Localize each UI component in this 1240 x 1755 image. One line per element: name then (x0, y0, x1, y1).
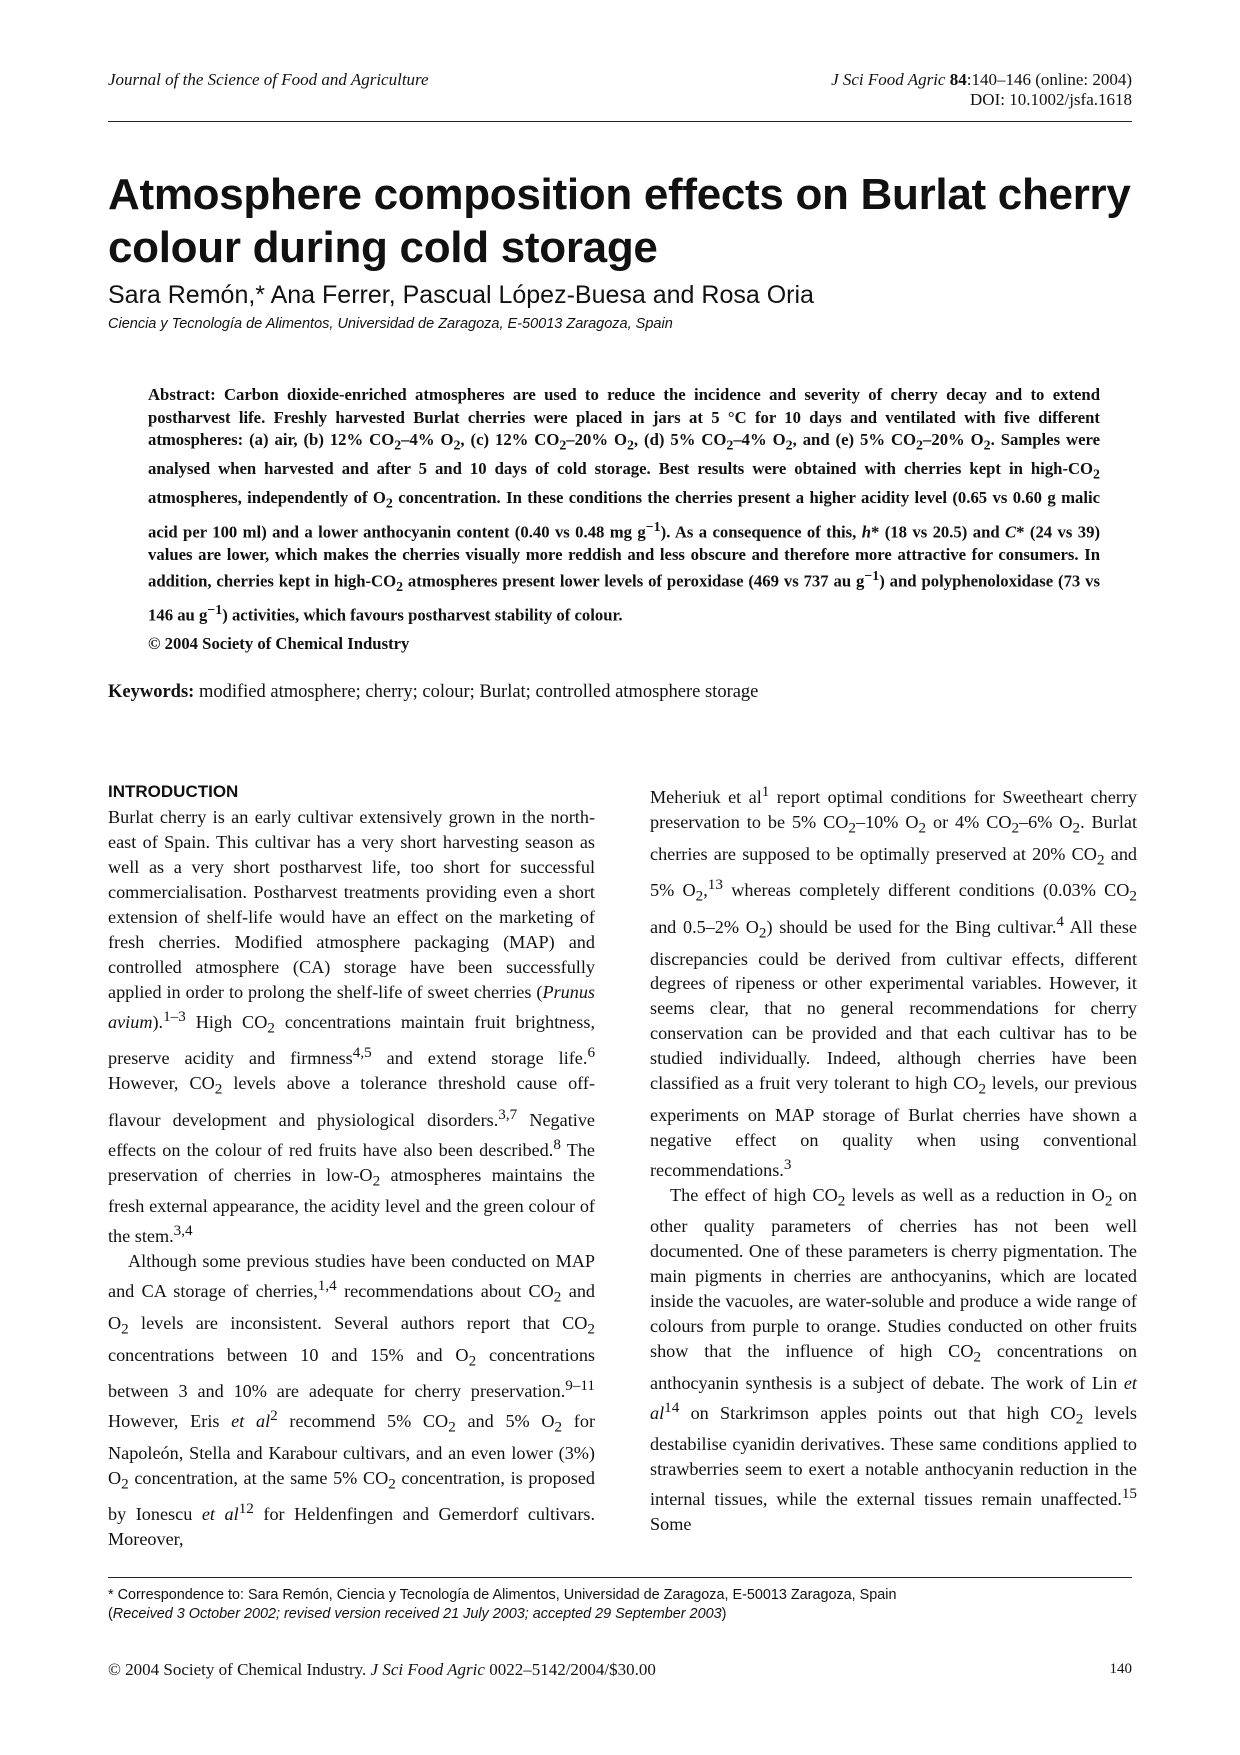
article-title: Atmosphere composition effects on Burlat cherry colour during cold storage (108, 170, 1131, 272)
right-column (650, 780, 1137, 1537)
header-rule (108, 121, 1132, 122)
intro-paragraph-4: The effect of high $CO_2$ levels as well as a reduction in $O_2$ on other quality parameters of cherries has not been well documented. One of these parameters is cherry pigmentation. The main pigments in cherries are anthocyanins, which are located inside the vacuoles, are water-soluble and produce a wide range of colours from purple to orange. Studies conducted on other fruits show that the influence of high $CO_2$ concentrations on anthocyanin synthesis is a subject of debate. The work of Lin et $al^{14}$ on Starkrimson apples points out that high $CO_2$ levels destabilise cyanidin derivatives. These same conditions applied to strawberries seem to exert a notable anthocyanin reduction in the internal tissues, while the external tissues remain unaffected.$^{15}$ Some (650, 1184, 1137, 1535)
footer-copyright-text: © 2004 Society of Chemical Industry. (108, 1660, 367, 1679)
citation-pages: :140–146 (online: 2004) (966, 70, 1132, 89)
footer-journal: J Sci Food Agric (370, 1660, 485, 1679)
footer-issn: 0022–5142/2004/$30.00 (489, 1660, 656, 1679)
received-dates: (Received 3 October 2002; revised version received 21 July 2003; accepted 29 September 2003) (108, 1606, 727, 1622)
received-dates-text: Received 3 October 2002; revised version received 21 July 2003; accepted 29 September 2003 (112, 1606, 722, 1622)
correspondence-note: * Correspondence to: Sara Remón, Ciencia y Tecnología de Alimentos, Universidad de Zaragoza, E-50013 Zaragoza, Spain (108, 1587, 897, 1603)
intro-paragraph-1: Burlat cherry is an early cultivar extensively grown in the north-east of Spain. This cultivar has a very short harvesting season as well as a very short postharvest life, too short for successful commercialisation. Postharvest treatments providing even a short extension of shelf-life would have an effect on the marketing of fresh cherries. Modified atmosphere packaging (MAP) and controlled atmosphere (CA) storage have been successfully applied in order to prolong the shelf-life of sweet cherries (Prunus avium).$^{1-3}$ High $CO_2$ concentrations maintain fruit brightness, preserve acidity and firmness$^{4,5}$ and extend storage life.$^6$ However, $CO_2$ levels above a tolerance threshold cause off-flavour development and physiological disorders.$^{3,7}$ Negative effects on the colour of red fruits have also been described.$^8$ The preservation of cherries in low-$O_2$ atmospheres maintains the fresh external appearance, the acidity level and the green colour of the stem.$^{3,4}$ (108, 806, 596, 1247)
footnote (108, 1586, 1132, 1624)
section-heading: INTRODUCTION (108, 782, 239, 801)
affiliation: Ciencia y Tecnología de Alimentos, Universidad de Zaragoza, E-50013 Zaragoza, Spain (108, 316, 673, 332)
doi: DOI: 10.1002/jsfa.1618 (970, 90, 1132, 109)
abstract: Abstract: Carbon dioxide-enriched atmospheres are used to reduce the incidence and severity of cherry decay and to extend postharvest life. Freshly harvested Burlat cherries were placed in jars at 5 °C for 10 days and ventilated with five different atmospheres: (a) air, (b) 12% $CO_2-4\%$ $O_2$, (c) 12% $CO_2-20\%$ $O_2$, (d) 5% $CO_2-4\%$ $O_2$, and (e) 5% $CO_2-20\%$ $O_2$. Samples were analysed when harvested and after 5 and 10 days of cold storage. Best results were obtained with cherries kept in high-$CO_2$ atmospheres, independently of $O_2$ concentration. In these conditions the cherries present a higher acidity level (0.65 vs 0.60 g malic acid per 100 ml) and a lower anthocyanin content (0.40 vs 0.48 mg $g^{-1}$). As a consequence of this, h* (18 vs 20.5) and C* (24 vs 39) values are lower, which makes the cherries visually more reddish and less obscure and therefore more attractive for consumers. In addition, cherries kept in high-$CO_2$ atmospheres present lower levels of peroxidase (469 vs 737 au $g^{-1}$) and polyphenoloxidase (73 vs 146 au $g^{-1}$) activities, which favours postharvest stability of colour. (148, 385, 1101, 625)
intro-paragraph-2: Although some previous studies have been conducted on MAP and CA storage of cherries,$^{1,4}$ recommendations about $CO_2$ and $O_2$ levels are inconsistent. Several authors report that $CO_2$ concentrations between 10 and 15% and $O_2$ concentrations between 3 and 10% are adequate for cherry preservation.$^{9-11}$ However, Eris et $al^2$ recommend 5% $CO_2$ and 5% $O_2$ for Napoleón, Stella and Karabour cultivars, and an even lower (3%) $O_2$ concentration, at the same 5% $CO_2$ concentration, is proposed by Ionescu et $al^{12}$ for Heldenfingen and Gemerdorf cultivars. Moreover, (108, 1251, 596, 1550)
keywords-text: modified atmosphere; cherry; colour; Burlat; controlled atmosphere storage (198, 682, 759, 702)
citation-journal: J Sci Food Agric (831, 70, 946, 89)
citation-line (831, 70, 1132, 90)
author-list: Sara Remón,* Ana Ferrer, Pascual López-Buesa and Rosa Oria (108, 281, 814, 309)
left-column (108, 780, 595, 1552)
citation-block (831, 70, 1132, 110)
abstract-copyright: © 2004 Society of Chemical Industry (148, 634, 410, 653)
journal-name: Journal of the Science of Food and Agriculture (108, 70, 429, 89)
footnote-rule (108, 1577, 1132, 1578)
citation-volume: 84 (949, 70, 967, 89)
intro-paragraph-3: Meheriuk et $al^1$ report optimal conditions for Sweetheart cherry preservation to be 5% $CO_2-10\%$ $O_2$ or 4% $CO_2-6\%$ $O_2$. Burlat cherries are supposed to be optimally preserved at 20% $CO_2$ and 5% $O_2,^{13}$ whereas completely different conditions (0.03% $CO_2$ and 0.5–2% $O_2$) should be used for the Bing cultivar.$^4$ All these discrepancies could be derived from cultivar effects, different degrees of ripeness or other experimental variables. However, it seems clear, that no general recommendations for cherry conservation can be provided and that each cultivar has to be studied individually. Indeed, although cherries have been classified as a fruit very tolerant to high $CO_2$ levels, our previous experiments on MAP storage of Burlat cherries have shown a negative effect on quality when using conventional recommendations.$^3$ (650, 783, 1138, 1180)
footer-copyright (108, 1660, 656, 1680)
keywords (108, 682, 758, 703)
page-number: 140 (1109, 1661, 1132, 1677)
keywords-label: Keywords: (108, 682, 195, 702)
